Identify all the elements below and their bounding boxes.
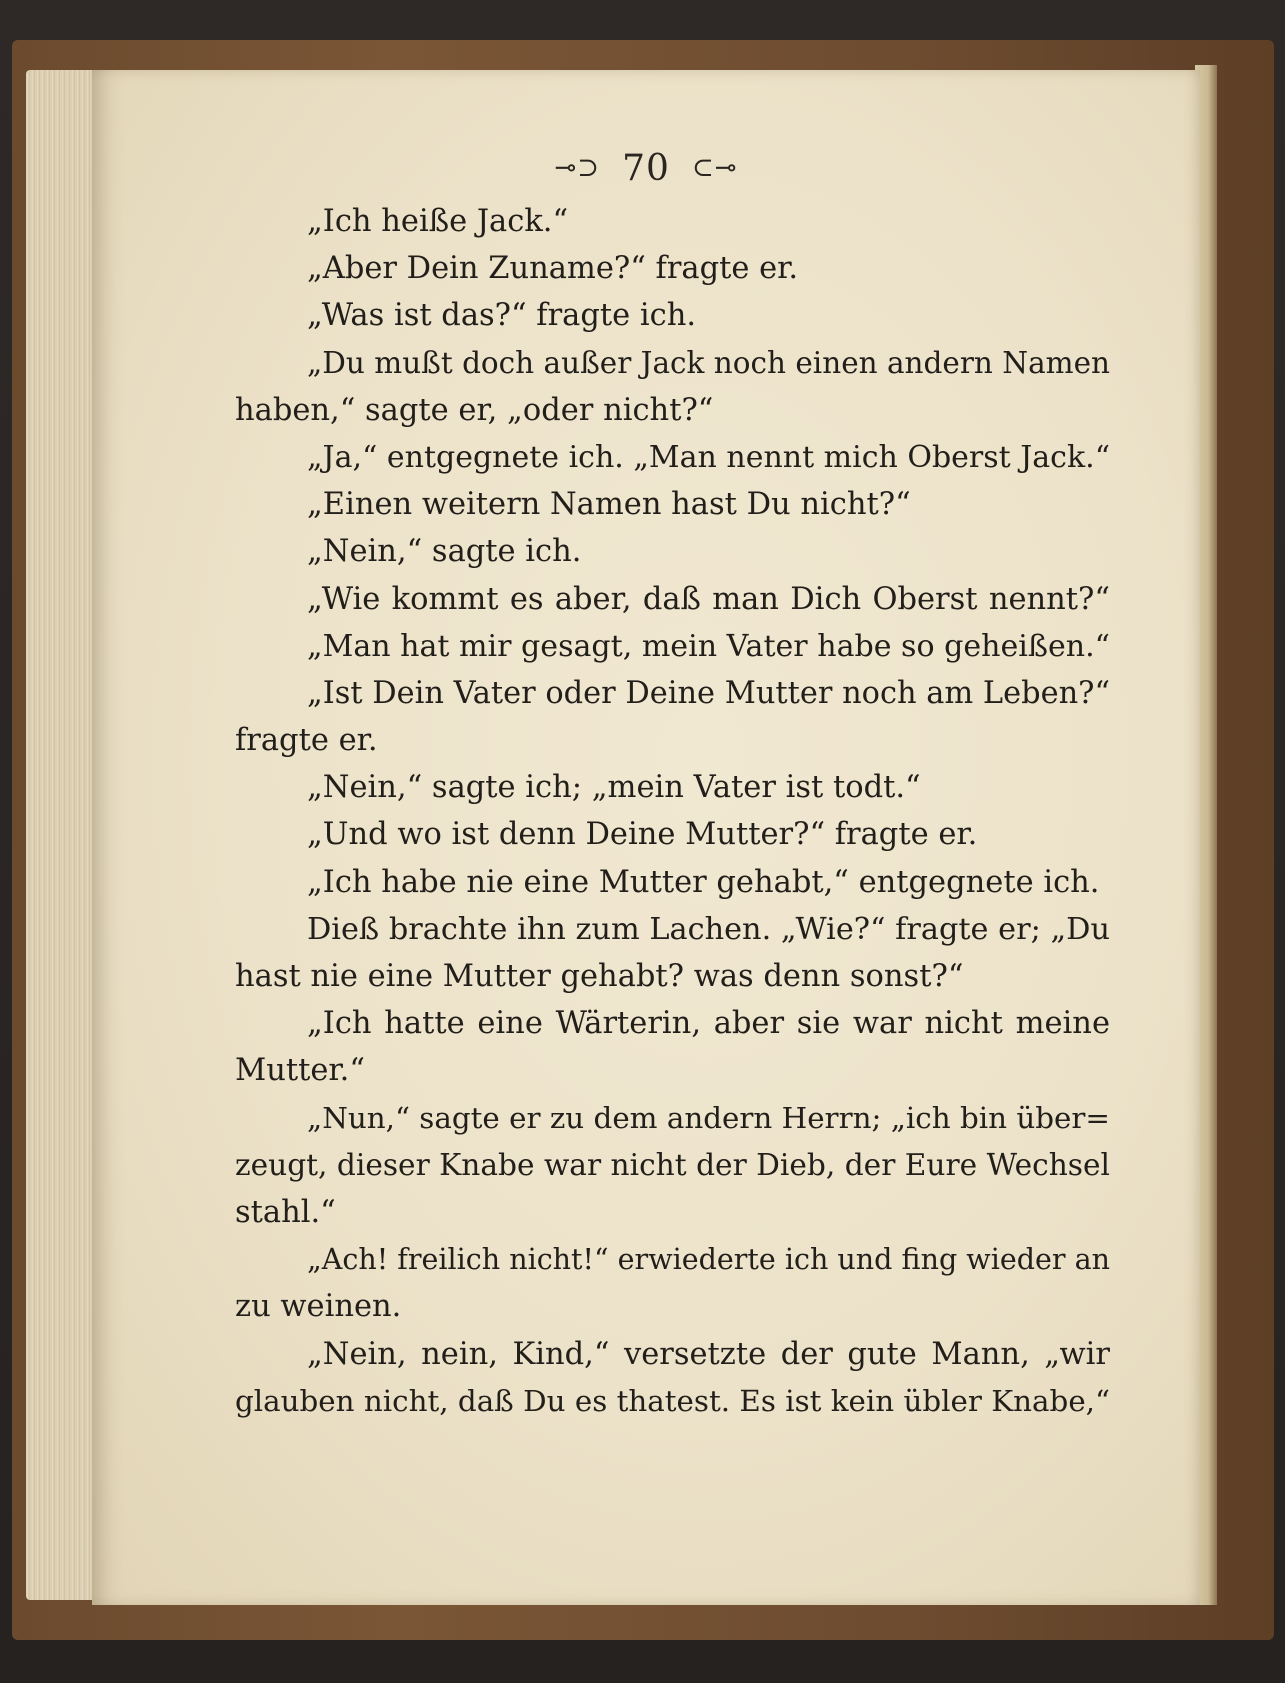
text-line: hast nie eine Mutter gehabt? was denn sonst?“	[235, 959, 964, 994]
text-line: „Ach! freilich nicht!“ erwiederte ich und fing wieder an	[307, 1243, 1110, 1277]
text-line: fragte er.	[235, 723, 378, 759]
text-line: „Nun,“ sagte er zu dem andern Herrn; „ich bin über=	[307, 1100, 1110, 1135]
text-line: „Man hat mir gesagt, mein Vater habe so geheißen.“	[307, 628, 1110, 664]
text-line: „Ist Dein Vater oder Deine Mutter noch am Leben?“	[307, 675, 1110, 711]
text-line: zu weinen.	[235, 1289, 402, 1325]
body-text	[235, 198, 1110, 1425]
text-line: „Und wo ist denn Deine Mutter?“ fragte er.	[307, 817, 978, 853]
text-line: Mutter.“	[235, 1053, 365, 1089]
text-line: „Ich habe nie eine Mutter gehabt,“ entgegnete ich.	[307, 864, 1100, 900]
text-line: Dieß brachte ihn zum Lachen. „Wie?“ fragte er; „Du	[307, 911, 1110, 947]
text-line: „Aber Dein Zuname?“ fragte er.	[307, 251, 799, 287]
text-line: glauben nicht, daß Du es thatest. Es ist kein übler Knabe,“	[235, 1383, 1110, 1418]
text-line: „Einen weitern Namen hast Du nicht?“	[307, 487, 911, 523]
text-line: haben,“ sagte er, „oder nicht?“	[235, 392, 714, 428]
text-line: zeugt, dieser Knabe war nicht der Dieb, der Eure Wechsel	[235, 1147, 1110, 1182]
ornament-right-icon: ⊂⊸	[691, 153, 738, 183]
text-line: stahl.“	[235, 1194, 336, 1230]
text-line: „Was ist das?“ fragte ich.	[307, 298, 697, 334]
page-header	[92, 148, 1200, 189]
page-number: 70	[622, 148, 670, 189]
text-line: „Ja,“ entgegnete ich. „Man nennt mich Oberst Jack.“	[307, 439, 1111, 475]
ornament-left-icon: ⊸⊃	[554, 153, 601, 183]
text-line: „Nein,“ sagte ich.	[307, 534, 582, 570]
text-line: „Wie kommt es aber, daß man Dich Oberst nennt?“	[307, 581, 1110, 617]
text-line: „Du mußt doch außer Jack noch einen andern Namen	[307, 345, 1110, 380]
text-line: „Ich heiße Jack.“	[307, 204, 569, 239]
text-line: „Nein, nein, Kind,“ versetzte der gute Mann, „wir	[307, 1336, 1110, 1372]
book-page	[92, 70, 1200, 1605]
text-line: „Nein,“ sagte ich; „mein Vater ist todt.“	[307, 770, 921, 806]
text-line: „Ich hatte eine Wärterin, aber sie war nicht meine	[307, 1006, 1110, 1042]
